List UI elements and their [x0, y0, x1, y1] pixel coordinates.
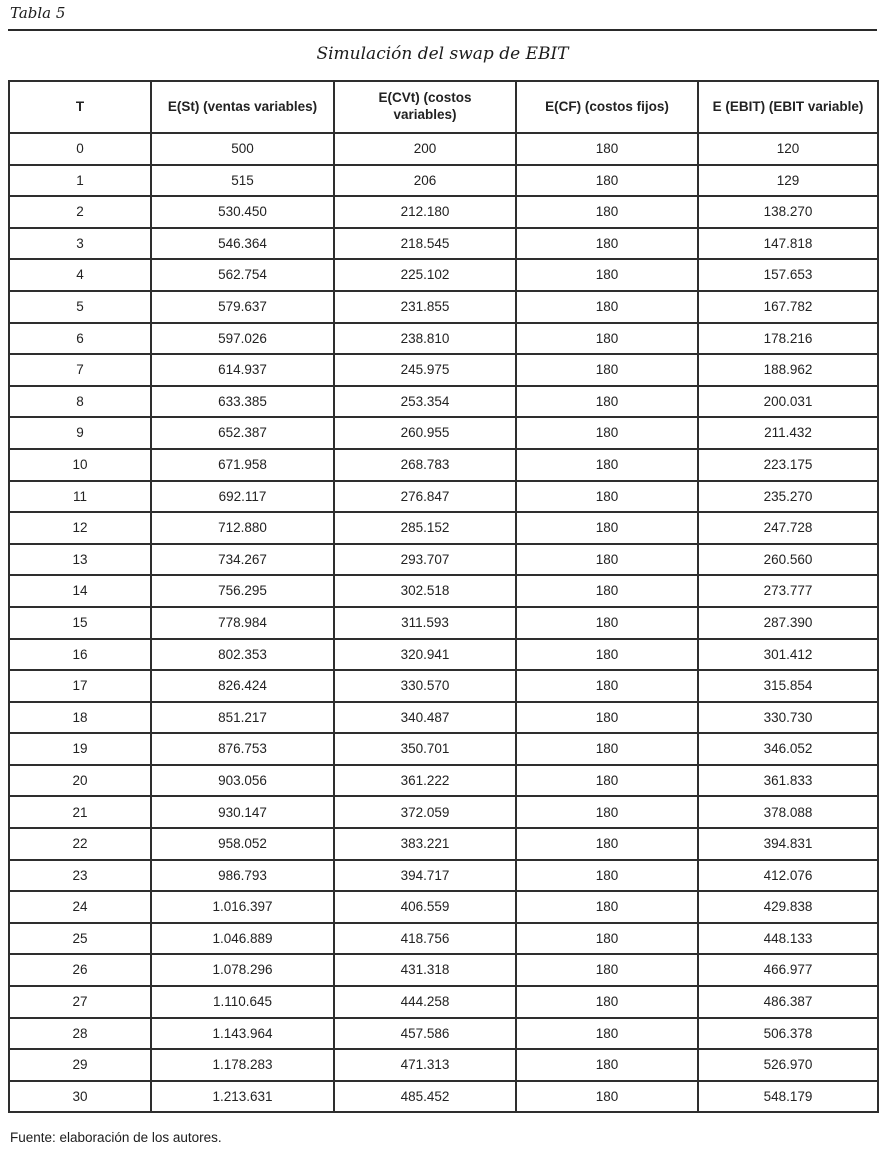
table-cell: 180 — [516, 891, 698, 923]
table-cell: 412.076 — [698, 860, 878, 892]
table-cell: 429.838 — [698, 891, 878, 923]
table-cell: 471.313 — [334, 1049, 516, 1081]
table-cell: 245.975 — [334, 354, 516, 386]
top-rule-divider — [8, 29, 877, 31]
table-row — [9, 323, 878, 355]
table-cell: 25 — [9, 923, 151, 955]
table-cell: 28 — [9, 1018, 151, 1050]
table-cell: 260.955 — [334, 417, 516, 449]
column-header-ebit — [698, 81, 878, 133]
table-cell: 986.793 — [151, 860, 334, 892]
column-header-label: E(CVt) (costos variables) — [378, 90, 472, 122]
table-cell: 1.078.296 — [151, 954, 334, 986]
table-cell: 167.782 — [698, 291, 878, 323]
table-cell: 253.354 — [334, 386, 516, 418]
table-cell: 180 — [516, 954, 698, 986]
table-row — [9, 196, 878, 228]
table-row — [9, 607, 878, 639]
table-cell: 802.353 — [151, 639, 334, 671]
table-cell: 180 — [516, 607, 698, 639]
table-label: Tabla 5 — [10, 4, 66, 22]
table-cell: 212.180 — [334, 196, 516, 228]
table-row — [9, 228, 878, 260]
table-body — [9, 133, 878, 1112]
table-row — [9, 133, 878, 165]
table-row — [9, 733, 878, 765]
table-row — [9, 165, 878, 197]
table-row — [9, 354, 878, 386]
table-row — [9, 512, 878, 544]
table-cell: 372.059 — [334, 796, 516, 828]
table-cell: 418.756 — [334, 923, 516, 955]
table-cell: 515 — [151, 165, 334, 197]
table-cell: 21 — [9, 796, 151, 828]
table-cell: 486.387 — [698, 986, 878, 1018]
table-cell: 235.270 — [698, 481, 878, 513]
table-row — [9, 417, 878, 449]
table-row — [9, 259, 878, 291]
table-cell: 17 — [9, 670, 151, 702]
table-cell: 180 — [516, 165, 698, 197]
table-cell: 1.178.283 — [151, 1049, 334, 1081]
table-cell: 180 — [516, 417, 698, 449]
table-cell: 200 — [334, 133, 516, 165]
table-cell: 19 — [9, 733, 151, 765]
table-cell: 597.026 — [151, 323, 334, 355]
table-cell: 10 — [9, 449, 151, 481]
table-cell: 0 — [9, 133, 151, 165]
table-cell: 15 — [9, 607, 151, 639]
table-cell: 712.880 — [151, 512, 334, 544]
table-cell: 903.056 — [151, 765, 334, 797]
table-cell: 546.364 — [151, 228, 334, 260]
table-cell: 206 — [334, 165, 516, 197]
table-cell: 485.452 — [334, 1081, 516, 1113]
table-row — [9, 575, 878, 607]
table-cell: 138.270 — [698, 196, 878, 228]
column-header-st — [151, 81, 334, 133]
table-row — [9, 481, 878, 513]
table-cell: 457.586 — [334, 1018, 516, 1050]
table-cell: 24 — [9, 891, 151, 923]
table-cell: 260.560 — [698, 544, 878, 576]
table-row — [9, 796, 878, 828]
table-cell: 223.175 — [698, 449, 878, 481]
table-cell: 268.783 — [334, 449, 516, 481]
table-header — [9, 81, 878, 133]
table-cell: 180 — [516, 481, 698, 513]
source-note: Fuente: elaboración de los autores. — [10, 1130, 222, 1146]
table-cell: 3 — [9, 228, 151, 260]
table-cell: 851.217 — [151, 702, 334, 734]
table-cell: 218.545 — [334, 228, 516, 260]
table-cell: 276.847 — [334, 481, 516, 513]
column-header-label: E(CF) (costos fijos) — [545, 98, 669, 114]
table-cell: 225.102 — [334, 259, 516, 291]
table-cell: 22 — [9, 828, 151, 860]
table-cell: 180 — [516, 512, 698, 544]
table-cell: 320.941 — [334, 639, 516, 671]
table-cell: 340.487 — [334, 702, 516, 734]
table-cell: 180 — [516, 1081, 698, 1113]
table-cell: 1 — [9, 165, 151, 197]
table-cell: 311.593 — [334, 607, 516, 639]
table-cell: 406.559 — [334, 891, 516, 923]
table-cell: 180 — [516, 259, 698, 291]
table-row — [9, 986, 878, 1018]
table-cell: 2 — [9, 196, 151, 228]
table-cell: 930.147 — [151, 796, 334, 828]
table-cell: 180 — [516, 765, 698, 797]
table-cell: 20 — [9, 765, 151, 797]
table-cell: 444.258 — [334, 986, 516, 1018]
column-header-cf — [516, 81, 698, 133]
table-cell: 8 — [9, 386, 151, 418]
table-row — [9, 954, 878, 986]
table-cell: 330.570 — [334, 670, 516, 702]
table-row — [9, 449, 878, 481]
table-cell: 247.728 — [698, 512, 878, 544]
table-cell: 180 — [516, 986, 698, 1018]
table-cell: 11 — [9, 481, 151, 513]
table-row — [9, 1049, 878, 1081]
table-cell: 12 — [9, 512, 151, 544]
table-cell: 1.213.631 — [151, 1081, 334, 1113]
table-cell: 26 — [9, 954, 151, 986]
table-cell: 238.810 — [334, 323, 516, 355]
table-cell: 394.831 — [698, 828, 878, 860]
table-cell: 180 — [516, 133, 698, 165]
table-row — [9, 1081, 878, 1113]
table-cell: 448.133 — [698, 923, 878, 955]
table-cell: 652.387 — [151, 417, 334, 449]
table-cell: 614.937 — [151, 354, 334, 386]
table-cell: 378.088 — [698, 796, 878, 828]
table-cell: 466.977 — [698, 954, 878, 986]
table-row — [9, 702, 878, 734]
table-cell: 180 — [516, 291, 698, 323]
table-cell: 13 — [9, 544, 151, 576]
table-cell: 293.707 — [334, 544, 516, 576]
table-cell: 180 — [516, 575, 698, 607]
table-cell: 579.637 — [151, 291, 334, 323]
column-header-cvt — [334, 81, 516, 133]
table-cell: 129 — [698, 165, 878, 197]
column-header-label: E(St) (ventas variables) — [167, 98, 318, 114]
table-cell: 1.016.397 — [151, 891, 334, 923]
table-cell: 5 — [9, 291, 151, 323]
table-cell: 548.179 — [698, 1081, 878, 1113]
table-row — [9, 544, 878, 576]
table-row — [9, 639, 878, 671]
table-cell: 958.052 — [151, 828, 334, 860]
table-cell: 180 — [516, 354, 698, 386]
table-cell: 394.717 — [334, 860, 516, 892]
column-header-label: T — [75, 98, 85, 114]
table-cell: 180 — [516, 544, 698, 576]
table-cell: 180 — [516, 196, 698, 228]
table-row — [9, 891, 878, 923]
table-cell: 180 — [516, 733, 698, 765]
table-cell: 9 — [9, 417, 151, 449]
table-cell: 506.378 — [698, 1018, 878, 1050]
table-cell: 7 — [9, 354, 151, 386]
table-cell: 30 — [9, 1081, 151, 1113]
table-cell: 671.958 — [151, 449, 334, 481]
table-cell: 346.052 — [698, 733, 878, 765]
table-cell: 330.730 — [698, 702, 878, 734]
table-row — [9, 291, 878, 323]
table-cell: 200.031 — [698, 386, 878, 418]
table-cell: 273.777 — [698, 575, 878, 607]
table-cell: 1.110.645 — [151, 986, 334, 1018]
table-cell: 147.818 — [698, 228, 878, 260]
table-cell: 180 — [516, 828, 698, 860]
table-cell: 180 — [516, 639, 698, 671]
table-cell: 6 — [9, 323, 151, 355]
table-cell: 29 — [9, 1049, 151, 1081]
table-row — [9, 860, 878, 892]
table-cell: 285.152 — [334, 512, 516, 544]
table-cell: 302.518 — [334, 575, 516, 607]
table-cell: 120 — [698, 133, 878, 165]
table-cell: 756.295 — [151, 575, 334, 607]
table-cell: 180 — [516, 702, 698, 734]
table-row — [9, 670, 878, 702]
table-cell: 431.318 — [334, 954, 516, 986]
table-cell: 287.390 — [698, 607, 878, 639]
table-cell: 1.046.889 — [151, 923, 334, 955]
table-cell: 157.653 — [698, 259, 878, 291]
table-cell: 18 — [9, 702, 151, 734]
table-row — [9, 386, 878, 418]
table-row — [9, 1018, 878, 1050]
table-cell: 526.970 — [698, 1049, 878, 1081]
table-row — [9, 828, 878, 860]
table-cell: 180 — [516, 1018, 698, 1050]
table-cell: 530.450 — [151, 196, 334, 228]
table-cell: 500 — [151, 133, 334, 165]
table-row — [9, 923, 878, 955]
table-cell: 383.221 — [334, 828, 516, 860]
table-cell: 778.984 — [151, 607, 334, 639]
table-title: Simulación del swap de EBIT — [316, 44, 569, 64]
table-cell: 826.424 — [151, 670, 334, 702]
column-header-t — [9, 81, 151, 133]
table-cell: 211.432 — [698, 417, 878, 449]
table-cell: 315.854 — [698, 670, 878, 702]
table-cell: 180 — [516, 449, 698, 481]
table-cell: 633.385 — [151, 386, 334, 418]
table-cell: 180 — [516, 323, 698, 355]
table-cell: 178.216 — [698, 323, 878, 355]
table-row — [9, 765, 878, 797]
table-cell: 27 — [9, 986, 151, 1018]
table-cell: 180 — [516, 860, 698, 892]
table-cell: 180 — [516, 796, 698, 828]
table-cell: 16 — [9, 639, 151, 671]
table-cell: 14 — [9, 575, 151, 607]
table-cell: 876.753 — [151, 733, 334, 765]
table-cell: 301.412 — [698, 639, 878, 671]
table-cell: 350.701 — [334, 733, 516, 765]
table-cell: 692.117 — [151, 481, 334, 513]
column-header-label: E (EBIT) (EBIT variable) — [712, 98, 864, 114]
table-cell: 4 — [9, 259, 151, 291]
table-cell: 562.754 — [151, 259, 334, 291]
table-cell: 180 — [516, 1049, 698, 1081]
table-cell: 1.143.964 — [151, 1018, 334, 1050]
table-cell: 180 — [516, 228, 698, 260]
table-cell: 188.962 — [698, 354, 878, 386]
table-cell: 180 — [516, 386, 698, 418]
table-cell: 180 — [516, 923, 698, 955]
table-cell: 231.855 — [334, 291, 516, 323]
table-cell: 23 — [9, 860, 151, 892]
table-cell: 361.222 — [334, 765, 516, 797]
table-cell: 180 — [516, 670, 698, 702]
table-cell: 361.833 — [698, 765, 878, 797]
table-cell: 734.267 — [151, 544, 334, 576]
ebit-swap-table — [8, 80, 879, 1113]
table-header-row — [9, 81, 878, 133]
